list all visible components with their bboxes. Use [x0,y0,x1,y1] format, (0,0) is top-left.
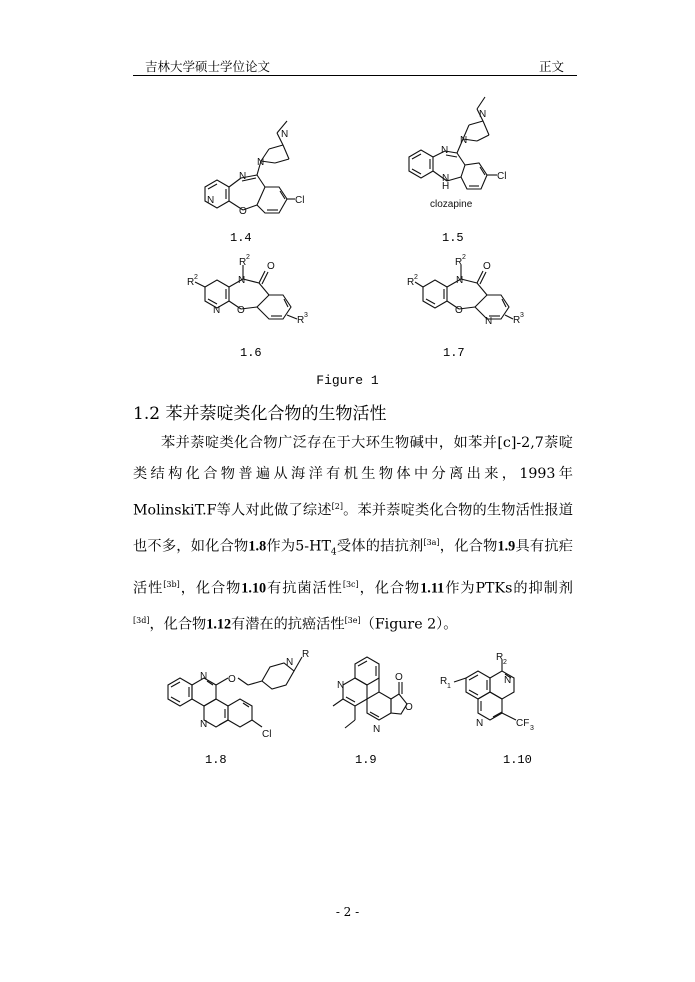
svg-text:R: R [455,257,463,268]
header-thesis-title: 吉林大学硕士学位论文 [145,59,271,74]
clozapine-label: clozapine [430,199,473,210]
svg-text:3: 3 [304,312,308,319]
svg-text:N: N [281,129,289,140]
svg-text:R: R [407,277,415,288]
svg-text:CF: CF [516,718,530,729]
svg-text:N: N [239,171,247,182]
svg-text:O: O [405,702,413,713]
svg-text:R: R [302,649,310,660]
svg-text:N: N [238,275,246,286]
svg-text:N: N [485,316,493,327]
svg-text:N: N [286,657,294,668]
svg-text:2: 2 [462,254,466,261]
svg-text:O: O [237,305,245,316]
figure-1-caption: Figure 1 [316,373,379,388]
section-title: 1.2 苯并萘啶类化合物的生物活性 [133,404,387,424]
label-1-6: 1.6 [240,346,262,360]
svg-text:3: 3 [530,725,534,732]
svg-text:N: N [200,671,208,682]
svg-text:O: O [228,674,236,685]
svg-text:N: N [479,109,487,120]
svg-text:Cl: Cl [295,195,305,206]
label-1-8: 1.8 [205,753,227,767]
body-paragraph: 苯并萘啶类化合物广泛存在于大环生物碱中，如苯并[c]-2,7萘啶类结构化合物普遍从海洋有机生物体中分离出来，1993年MolinskiT.F等人对此做了综述[2]。苯并萘啶类化合物的生物活性报道也不多，如化合物1.8作为$5-HT_4$受体的拮抗剂[3a]，化合物1.9具有抗疟活性[3b]，化合物1.10有抗菌活性[3c]，化合物1.11作为PTKs的抑制剂[3d]，化合物1.12有潜在的抗癌活性[3e]（Figure 2）。 [133,435,573,633]
label-1-7: 1.7 [443,346,465,360]
svg-text:N: N [442,173,450,184]
label-1-10: 1.10 [503,753,532,767]
svg-text:N: N [441,145,449,156]
svg-text:N: N [476,718,484,729]
structure-1-5 [405,95,535,215]
svg-text:2: 2 [503,659,507,666]
svg-text:2: 2 [414,274,418,281]
label-1-4: 1.4 [230,231,252,245]
svg-text:H: H [442,181,450,192]
structure-1-9 [325,650,415,745]
svg-text:Cl: Cl [262,729,272,740]
svg-text:R: R [440,676,448,687]
label-1-9: 1.9 [355,753,377,767]
svg-text:O: O [483,261,491,272]
svg-text:R: R [496,652,504,663]
svg-text:N: N [207,195,215,206]
label-1-5: 1.5 [442,231,464,245]
svg-text:R: R [297,315,305,326]
svg-text:2: 2 [246,254,250,261]
header-section: 正文 [538,59,564,74]
svg-text:N: N [213,305,221,316]
header-rule [133,75,577,76]
svg-text:R: R [513,315,521,326]
svg-text:N: N [200,719,208,730]
svg-text:R: R [187,277,195,288]
structure-1-7 [405,255,545,335]
svg-text:N: N [337,680,345,691]
svg-text:N: N [460,135,468,146]
svg-text:O: O [267,261,275,272]
svg-text:N: N [257,157,265,168]
svg-text:O: O [455,305,463,316]
svg-text:N: N [504,675,512,686]
svg-text:Cl: Cl [497,171,507,182]
svg-text:N: N [373,724,381,735]
svg-text:2: 2 [194,274,198,281]
svg-text:1: 1 [447,683,451,690]
structure-1-10 [440,648,570,743]
svg-text:N: N [456,275,464,286]
structure-1-4 [195,115,325,225]
structure-1-8 [162,645,322,745]
page-number: - 2 - [335,905,360,919]
svg-text:3: 3 [520,312,524,319]
svg-text:O: O [395,672,403,683]
svg-text:O: O [239,206,247,217]
svg-text:R: R [239,257,247,268]
structure-1-6 [185,255,325,335]
